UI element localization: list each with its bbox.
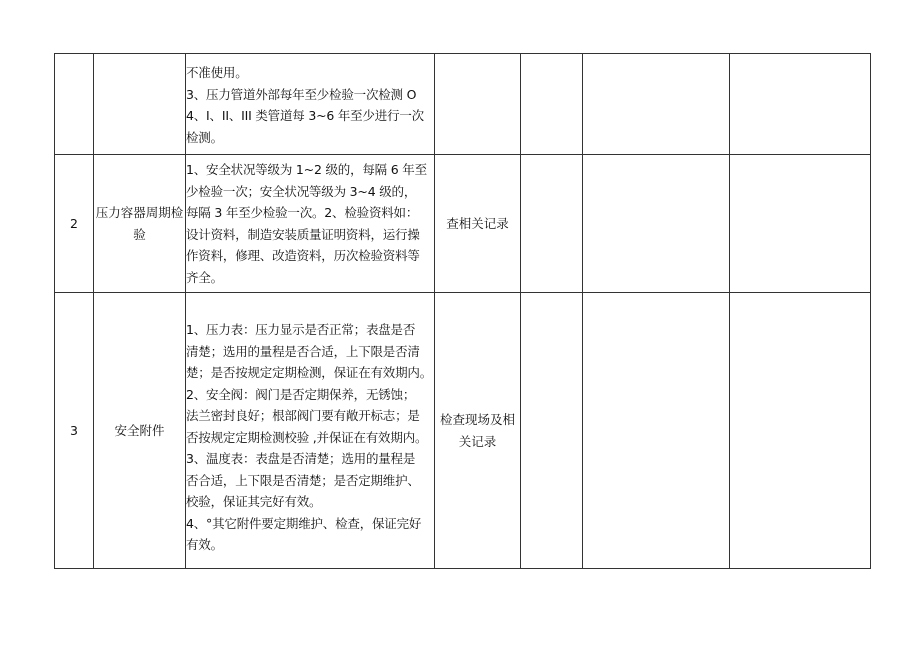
- requirement-line: 不准使用。: [186, 65, 248, 80]
- inspection-table: [54, 53, 871, 569]
- requirement-line: 3、压力管道外部每年至少检验一次检测 O: [186, 86, 417, 102]
- requirement-line: 4、I、II、III 类管道每 3~6 年至少进行一次: [186, 108, 424, 123]
- blank-cell: [583, 155, 730, 293]
- table-row: [55, 54, 871, 155]
- requirement-line: 作资料，修理、改造资料，历次检验资料等: [186, 248, 420, 263]
- blank-cell: [521, 54, 583, 155]
- method-cell: 检查现场及相关记录: [435, 293, 521, 569]
- method-cell: [435, 54, 521, 155]
- requirement-line: 每隔 3 年至少检验一次。2、检验资料如：: [186, 205, 419, 220]
- blank-cell: [521, 155, 583, 293]
- row-number-cell: [55, 54, 94, 155]
- table-row: [55, 293, 871, 569]
- requirement-line: 否合适，上下限是否清楚；是否定期维护、: [186, 472, 420, 488]
- requirement-line: 楚；是否按规定定期检测，保证在有效期内。: [186, 365, 433, 381]
- requirement-cell: [186, 293, 435, 569]
- requirement-line: 1、压力表：压力显示是否正常；表盘是否: [186, 322, 416, 338]
- requirement-cell: [186, 155, 435, 293]
- requirement-line: 法兰密封良好；根部阀门要有敞开标志；是: [186, 408, 420, 424]
- requirement-line: 少检验一次；安全状况等级为 3~4 级的，: [186, 183, 417, 199]
- requirement-line: 4、°其它附件要定期维护、检查，保证完好: [186, 515, 422, 531]
- requirement-line: 有效。: [186, 537, 223, 553]
- requirement-cell: [186, 54, 435, 155]
- inspection-item-cell: 安全附件: [94, 293, 186, 569]
- method-cell: 查相关记录: [435, 155, 521, 293]
- inspection-item-cell: 压力容器周期检验: [94, 155, 186, 293]
- requirement-line: 清楚；选用的量程是否合适，上下限是否清: [186, 343, 420, 359]
- blank-cell: [583, 293, 730, 569]
- requirement-line: 1、安全状况等级为 1~2 级的，每隔 6 年至: [186, 162, 427, 177]
- table-row: [55, 155, 871, 293]
- blank-cell: [521, 293, 583, 569]
- requirement-line: 否按规定定期检测校验 ,并保证在有效期内。: [186, 429, 428, 445]
- row-number-cell: 2: [55, 155, 94, 293]
- inspection-item-cell: [94, 54, 186, 155]
- blank-cell: [730, 54, 871, 155]
- requirement-line: 3、温度表：表盘是否清楚；选用的量程是: [186, 451, 416, 467]
- blank-cell: [583, 54, 730, 155]
- requirement-line: 设计资料，制造安装质量证明资料，运行操: [186, 226, 420, 242]
- requirement-line: 校验，保证其完好有效。: [186, 494, 322, 510]
- requirement-line: 齐全。: [186, 269, 223, 285]
- requirement-line: 2、安全阀：阀门是否定期保养，无锈蚀；: [186, 386, 416, 402]
- requirement-line: 检测。: [186, 129, 223, 145]
- blank-cell: [730, 293, 871, 569]
- row-number-cell: 3: [55, 293, 94, 569]
- blank-cell: [730, 155, 871, 293]
